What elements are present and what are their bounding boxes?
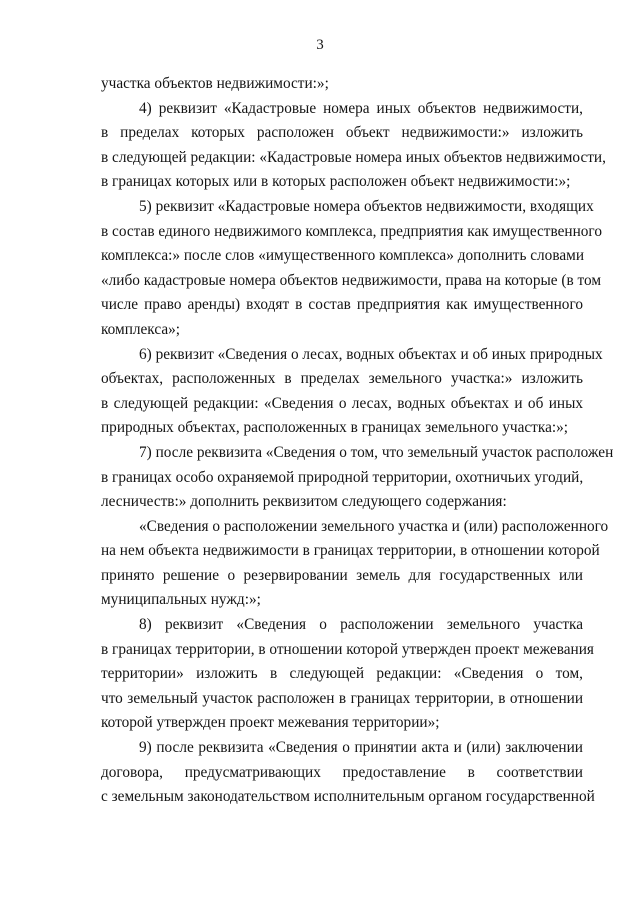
- text-line: числе право аренды) входят в состав предприятия как имущественного: [101, 296, 583, 314]
- text-line: 6) реквизит «Сведения о лесах, водных объектах и об иных природных: [139, 345, 603, 363]
- text-line: в следующей редакции: «Сведения о лесах, водных объектах и об иных: [101, 394, 583, 412]
- text-line: «Сведения о расположении земельного участка и (или) расположенного: [139, 517, 609, 535]
- text-line: в границах которых или в которых расположен объект недвижимости:»;: [101, 173, 571, 191]
- text-line: 7) после реквизита «Сведения о том, что земельный участок расположен: [139, 443, 614, 461]
- text-line: в пределах которых расположен объект недвижимости:» изложить: [101, 124, 583, 142]
- text-line: с земельным законодательством исполнительным органом государственной: [101, 788, 595, 806]
- text-line: «либо кадастровые номера объектов недвижимости, права на которые (в том: [101, 271, 602, 289]
- text-line: лесничеств:» дополнить реквизитом следующего содержания:: [101, 493, 507, 511]
- text-line: договора, предусматривающих предоставление в соответствии: [101, 763, 583, 781]
- text-line: 4) реквизит «Кадастровые номера иных объектов недвижимости,: [139, 99, 583, 117]
- text-line: 5) реквизит «Кадастровые номера объектов недвижимости, входящих: [139, 197, 594, 215]
- text-line: что земельный участок расположен в границах территории, в отношении: [101, 689, 583, 707]
- text-line: муниципальных нужд:»;: [101, 591, 261, 609]
- text-line: в следующей редакции: «Кадастровые номера иных объектов недвижимости,: [101, 148, 606, 166]
- text-line: 8) реквизит «Сведения о расположении земельного участка: [139, 616, 583, 634]
- page-number: 3: [316, 37, 324, 53]
- text-line: в состав единого недвижимого комплекса, предприятия как имущественного: [101, 222, 602, 240]
- text-line: в границах территории, в отношении которой утвержден проект межевания: [101, 640, 594, 658]
- text-line: 9) после реквизита «Сведения о принятии акта и (или) заключении: [139, 739, 583, 757]
- text-line: природных объектах, расположенных в границах земельного участка:»;: [101, 419, 569, 437]
- text-line: принято решение о резервировании земель для государственных или: [101, 566, 583, 584]
- text-line: в границах особо охраняемой природной территории, охотничьих угодий,: [101, 468, 584, 486]
- text-line: территории» изложить в следующей редакции: «Сведения о том,: [101, 665, 583, 683]
- text-line: участка объектов недвижимости:»;: [101, 75, 329, 92]
- text-line: на нем объекта недвижимости в границах территории, в отношении которой: [101, 542, 600, 560]
- text-line: объектах, расположенных в пределах земельного участка:» изложить: [101, 370, 583, 388]
- text-line: комплекса»;: [101, 320, 181, 338]
- document-body: [101, 72, 614, 810]
- text-line: которой утвержден проект межевания территории»;: [101, 714, 440, 732]
- text-line: комплекса:» после слов «имущественного комплекса» дополнить словами: [101, 247, 585, 265]
